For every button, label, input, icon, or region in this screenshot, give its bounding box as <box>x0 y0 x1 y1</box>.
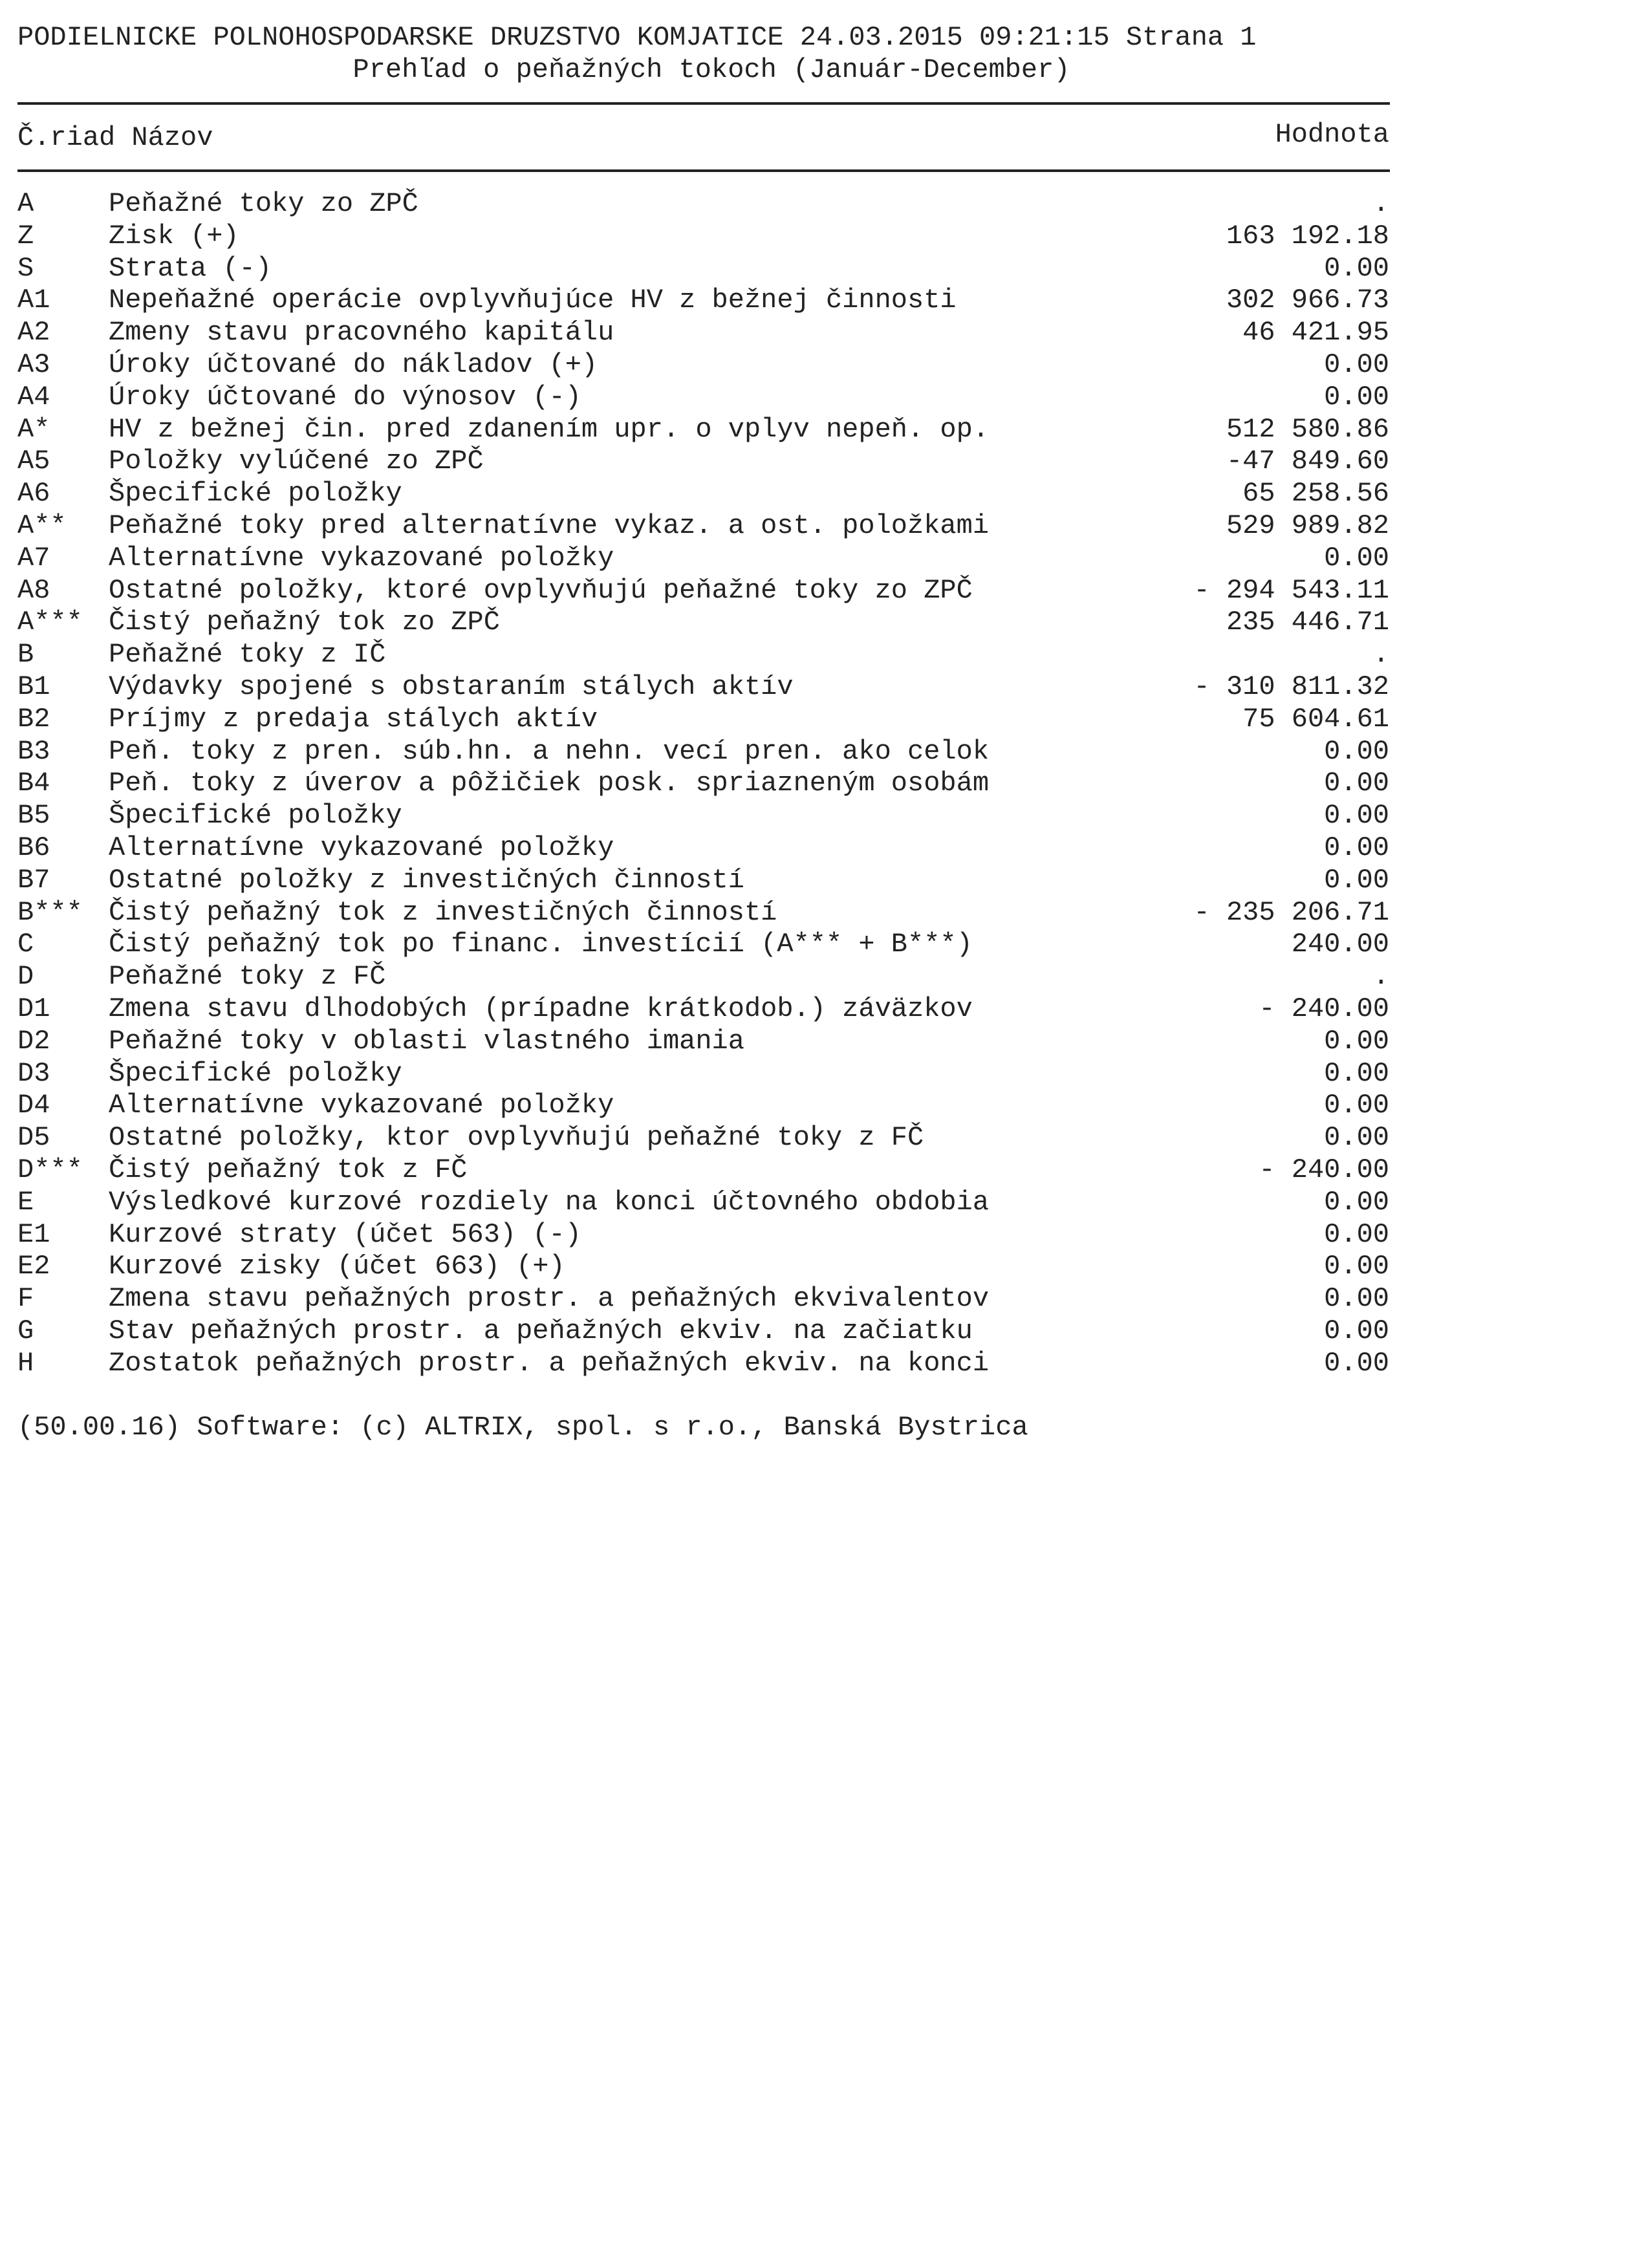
row-code: A1 <box>17 285 50 316</box>
row-code: E1 <box>17 1218 50 1250</box>
table-row <box>0 510 1635 542</box>
row-name: Zmeny stavu pracovného kapitálu <box>109 317 614 349</box>
row-value: 0.00 <box>1324 381 1389 413</box>
table-row <box>0 252 1635 285</box>
row-name: Kurzové zisky (účet 663) (+) <box>109 1251 565 1282</box>
row-code: A** <box>17 510 67 541</box>
row-name: Čistý peňažný tok zo ZPČ <box>109 607 500 638</box>
row-code: A8 <box>17 574 50 606</box>
row-name: Zmena stavu dlhodobých (prípadne krátkodob.) záväzkov <box>109 993 973 1024</box>
row-name: Peňažné toky v oblasti vlastného imania <box>109 1025 744 1057</box>
row-name: Alternatívne vykazované položky <box>109 542 614 574</box>
row-code: E <box>17 1186 34 1218</box>
divider <box>17 169 1390 172</box>
row-value: 0.00 <box>1324 1218 1389 1250</box>
row-code: F <box>17 1283 34 1315</box>
row-value: 65 258.56 <box>1242 478 1389 510</box>
row-value: 0.00 <box>1324 1025 1389 1057</box>
row-value: - 294 543.11 <box>1193 574 1389 606</box>
row-value: 0.00 <box>1324 1347 1389 1379</box>
row-name: Peňažné toky z IČ <box>109 639 386 671</box>
row-code: D3 <box>17 1057 50 1089</box>
row-code: H <box>17 1347 34 1379</box>
row-code: S <box>17 252 34 284</box>
row-value: 0.00 <box>1324 1090 1389 1121</box>
row-value: 0.00 <box>1324 1251 1389 1282</box>
row-code: A* <box>17 413 50 445</box>
row-name: Čistý peňažný tok z investičných činností <box>109 896 777 928</box>
row-value: 302 966.73 <box>1226 285 1389 316</box>
table-row <box>0 606 1635 638</box>
row-name: Príjmy z predaja stálych aktív <box>109 703 598 735</box>
table-row <box>0 671 1635 703</box>
row-name: HV z bežnej čin. pred zdanením upr. o vplyv nepeň. op. <box>109 413 990 445</box>
row-name: Výdavky spojené s obstaraním stálych aktív <box>109 671 794 702</box>
table-row <box>0 316 1635 349</box>
row-value: - 235 206.71 <box>1193 896 1389 928</box>
row-value: 0.00 <box>1324 1057 1389 1089</box>
table-row <box>0 477 1635 510</box>
row-value: . <box>1372 188 1389 219</box>
row-name: Alternatívne vykazované položky <box>109 1090 614 1121</box>
table-row <box>0 832 1635 864</box>
table-row <box>0 1089 1635 1121</box>
table-row <box>0 864 1635 896</box>
table-row <box>0 413 1635 446</box>
table-row <box>0 1025 1635 1057</box>
row-code: B2 <box>17 703 50 735</box>
row-code: A4 <box>17 381 50 413</box>
row-code: B6 <box>17 832 50 863</box>
row-value: . <box>1372 639 1389 671</box>
table-row <box>0 896 1635 929</box>
row-value: 0.00 <box>1324 800 1389 832</box>
row-code: C <box>17 929 34 960</box>
column-header-code-name: Č.riad Názov <box>17 122 213 153</box>
row-value: 512 580.86 <box>1226 413 1389 445</box>
table-row <box>0 1282 1635 1315</box>
row-name: Čistý peňažný tok po financ. investícií (A*** + B***) <box>109 929 973 960</box>
row-code: Z <box>17 220 34 252</box>
row-value: 0.00 <box>1324 1122 1389 1154</box>
row-code: A7 <box>17 542 50 574</box>
cashflow-table <box>0 188 1635 1379</box>
row-code: A <box>17 188 34 219</box>
row-value: -47 849.60 <box>1226 446 1389 477</box>
table-row <box>0 799 1635 832</box>
row-name: Výsledkové kurzové rozdiely na konci účtovného obdobia <box>109 1186 990 1218</box>
report-title: Prehľad o peňažných tokoch (Január-December) <box>352 54 1070 85</box>
row-value: 0.00 <box>1324 252 1389 284</box>
row-value: 0.00 <box>1324 832 1389 863</box>
row-name: Ostatné položky z investičných činností <box>109 864 744 896</box>
row-name: Stav peňažných prostr. a peňažných ekviv. na začiatku <box>109 1315 973 1346</box>
row-code: B <box>17 639 34 671</box>
row-value: - 240.00 <box>1259 993 1389 1024</box>
table-row <box>0 735 1635 768</box>
row-code: B5 <box>17 800 50 832</box>
row-name: Špecifické položky <box>109 800 402 832</box>
table-row <box>0 1186 1635 1218</box>
row-code: A3 <box>17 349 50 380</box>
table-row <box>0 1250 1635 1282</box>
row-name: Špecifické položky <box>109 478 402 510</box>
row-code: A5 <box>17 446 50 477</box>
row-name: Peňažné toky zo ZPČ <box>109 188 418 219</box>
row-name: Peň. toky z pren. súb.hn. a nehn. vecí pren. ako celok <box>109 735 990 767</box>
table-row <box>0 703 1635 735</box>
report-header: PODIELNICKE POLNOHOSPODARSKE DRUZSTVO KOMJATICE 24.03.2015 09:21:15 Strana 1 <box>17 22 1257 53</box>
row-code: B7 <box>17 864 50 896</box>
table-row <box>0 574 1635 607</box>
row-name: Alternatívne vykazované položky <box>109 832 614 863</box>
table-row <box>0 188 1635 220</box>
row-name: Peň. toky z úverov a pôžičiek posk. spriazneným osobám <box>109 768 990 799</box>
table-row <box>0 445 1635 477</box>
row-code: D*** <box>17 1154 83 1185</box>
row-code: E2 <box>17 1251 50 1282</box>
row-name: Nepeňažné operácie ovplyvňujúce HV z bežnej činnosti <box>109 285 957 316</box>
row-name: Ostatné položky, ktoré ovplyvňujú peňažné toky zo ZPČ <box>109 574 973 606</box>
row-name: Zostatok peňažných prostr. a peňažných ekviv. na konci <box>109 1347 990 1379</box>
table-row <box>0 349 1635 381</box>
row-name: Peňažné toky pred alternatívne vykaz. a ost. položkami <box>109 510 990 541</box>
table-row <box>0 1121 1635 1154</box>
row-value: 0.00 <box>1324 864 1389 896</box>
table-row <box>0 1057 1635 1090</box>
row-value: 240.00 <box>1291 929 1389 960</box>
row-value: 0.00 <box>1324 1283 1389 1315</box>
row-code: B*** <box>17 896 83 928</box>
row-code: B1 <box>17 671 50 702</box>
row-name: Úroky účtované do výnosov (-) <box>109 381 581 413</box>
table-row <box>0 993 1635 1025</box>
row-code: D1 <box>17 993 50 1024</box>
row-name: Kurzové straty (účet 563) (-) <box>109 1218 581 1250</box>
row-value: 0.00 <box>1324 735 1389 767</box>
divider <box>17 102 1390 105</box>
row-code: D4 <box>17 1090 50 1121</box>
row-name: Čistý peňažný tok z FČ <box>109 1154 468 1185</box>
row-code: D2 <box>17 1025 50 1057</box>
row-code: A2 <box>17 317 50 349</box>
row-name: Položky vylúčené zo ZPČ <box>109 446 484 477</box>
row-code: B4 <box>17 768 50 799</box>
row-value: - 310 811.32 <box>1193 671 1389 702</box>
row-value: 163 192.18 <box>1226 220 1389 252</box>
row-value: 529 989.82 <box>1226 510 1389 541</box>
table-row <box>0 1315 1635 1347</box>
row-name: Zisk (+) <box>109 220 239 252</box>
table-row <box>0 767 1635 799</box>
table-row <box>0 1154 1635 1186</box>
table-row <box>0 1347 1635 1379</box>
row-value: 235 446.71 <box>1226 607 1389 638</box>
row-code: A*** <box>17 607 83 638</box>
row-value: 75 604.61 <box>1242 703 1389 735</box>
row-value: . <box>1372 961 1389 993</box>
row-value: 0.00 <box>1324 1315 1389 1346</box>
row-code: A6 <box>17 478 50 510</box>
table-row <box>0 284 1635 316</box>
row-value: - 240.00 <box>1259 1154 1389 1185</box>
table-row <box>0 638 1635 671</box>
table-row <box>0 381 1635 413</box>
row-code: G <box>17 1315 34 1346</box>
row-value: 46 421.95 <box>1242 317 1389 349</box>
row-value: 0.00 <box>1324 542 1389 574</box>
table-row <box>0 542 1635 574</box>
table-row <box>0 220 1635 252</box>
table-row <box>0 928 1635 960</box>
row-name: Špecifické položky <box>109 1057 402 1089</box>
row-name: Úroky účtované do nákladov (+) <box>109 349 598 380</box>
row-code: D <box>17 961 34 993</box>
row-code: D5 <box>17 1122 50 1154</box>
row-value: 0.00 <box>1324 768 1389 799</box>
table-row <box>0 1218 1635 1251</box>
row-code: B3 <box>17 735 50 767</box>
row-name: Zmena stavu peňažných prostr. a peňažných ekvivalentov <box>109 1283 990 1315</box>
row-name: Ostatné položky, ktor ovplyvňujú peňažné toky z FČ <box>109 1122 924 1154</box>
row-name: Strata (-) <box>109 252 272 284</box>
column-header-value: Hodnota <box>1275 119 1389 150</box>
footer: (50.00.16) Software: (c) ALTRIX, spol. s r.o., Banská Bystrica <box>17 1412 1028 1443</box>
row-name: Peňažné toky z FČ <box>109 961 386 993</box>
table-row <box>0 960 1635 993</box>
row-value: 0.00 <box>1324 1186 1389 1218</box>
row-value: 0.00 <box>1324 349 1389 380</box>
